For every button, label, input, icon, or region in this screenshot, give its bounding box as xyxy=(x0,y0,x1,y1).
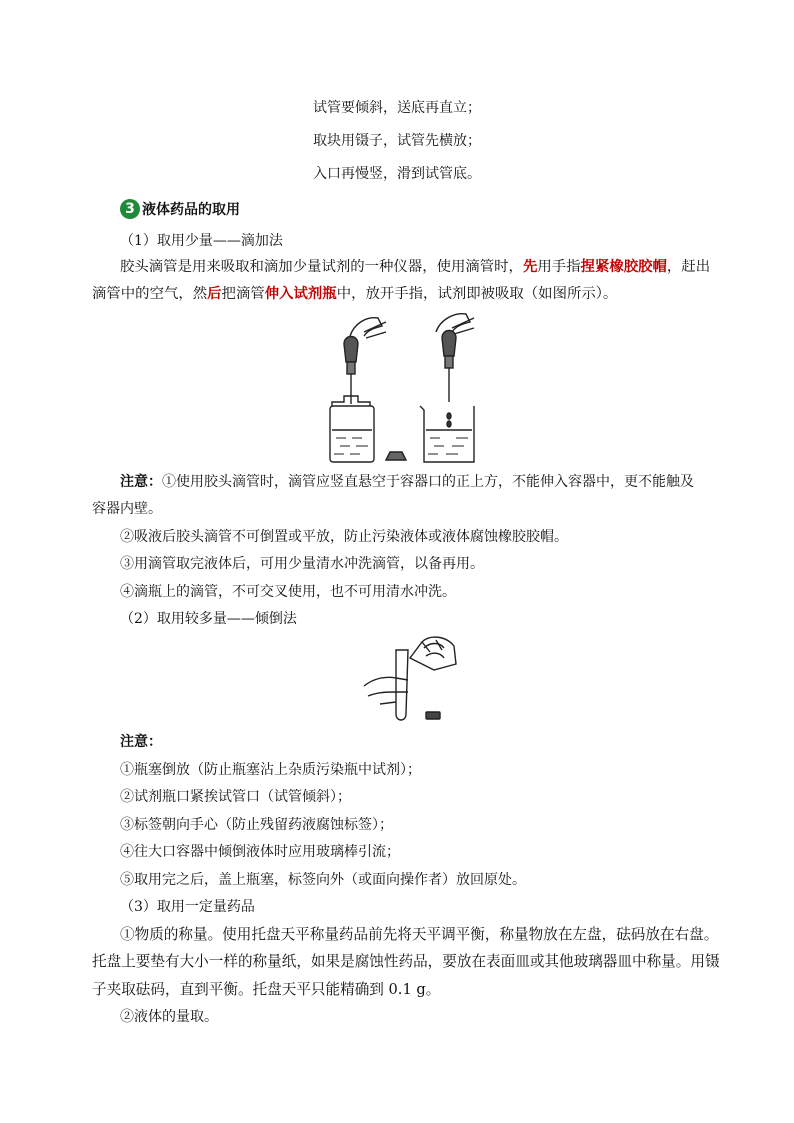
sub3-line2: 托盘上要垫有大小一样的称量纸，如果是腐蚀性药品，要放在表面皿或其他玻璃器皿中称量。用镊 xyxy=(92,953,720,970)
note1-item1-cont: 容器内壁。 xyxy=(92,501,162,517)
stopper-icon xyxy=(386,452,406,460)
section-number-badge: 3 xyxy=(120,199,140,219)
note1-item3: ③用滴管取完液体后，可用少量清水冲洗滴管，以备再用。 xyxy=(120,556,484,572)
text-run: 用手指 xyxy=(537,259,581,275)
dropper-bulb-left-icon xyxy=(344,337,358,363)
sub3-line3: 子夹取砝码，直到平衡。托盘天平只能精确到 0.1 g。 xyxy=(92,981,441,998)
text-run: 中，放开手指，试剂即被吸取（如图所示）。 xyxy=(336,286,618,302)
sub2-title: （2）取用较多量——倾倒法 xyxy=(120,611,297,627)
sub3-line4: ②液体的量取。 xyxy=(120,1009,218,1025)
highlight-insert-bottle: 伸入试剂瓶 xyxy=(264,285,337,302)
text-run: ，赶出 xyxy=(666,259,711,275)
sub3-line1: ①物质的称量。使用托盘天平称量药品前先将天平调平衡，称量物放在左盘，砝码放在右盘。 xyxy=(120,926,719,943)
note1-line1 xyxy=(120,472,694,492)
note2-item: ①瓶塞倒放（防止瓶塞沾上杂质污染瓶中试剂）； xyxy=(120,762,421,778)
highlight-squeeze-cap: 捏紧橡胶胶帽 xyxy=(580,258,667,275)
highlight-first: 先 xyxy=(522,258,538,275)
note2-item: ⑤取用完之后，盖上瓶塞，标签向外（或面向操作者）放回原处。 xyxy=(120,872,526,888)
hand-holding-tube-icon xyxy=(364,677,408,704)
mnemonic-line-2: 取块用镊子，试管先横放； xyxy=(313,133,481,149)
note2-item: ③标签朝向手心（防止残留药液腐蚀标签）； xyxy=(120,817,393,833)
hand-left-icon xyxy=(350,318,382,336)
note1-item1: ①使用胶头滴管时，滴管应竖直悬空于容器口的正上方，不能伸入容器中，更不能触及 xyxy=(162,474,694,490)
section-title: 液体药品的取用 xyxy=(142,202,240,218)
text-run: 把滴管 xyxy=(221,286,265,302)
note1-item2: ②吸液后胶头滴管不可倒置或平放，防止污染液体或液体腐蚀橡胶胶帽。 xyxy=(120,529,568,545)
dropper-illustration xyxy=(320,306,500,466)
mnemonic-line-1: 试管要倾斜，送底再直立； xyxy=(313,100,481,116)
mnemonic-line-3: 入口再慢竖，滑到试管底。 xyxy=(313,166,481,182)
highlight-then: 后 xyxy=(207,285,222,302)
sub3-title: （3）取用一定量药品 xyxy=(120,899,255,915)
sub1-paragraph-line2 xyxy=(92,284,617,304)
text-run: 胶头滴管是用来吸取和滴加少量试剂的一种仪器，使用滴管时， xyxy=(120,259,523,275)
note2-label: 注意： xyxy=(120,734,162,750)
section-heading xyxy=(120,199,240,219)
text-run: 滴管中的空气，然 xyxy=(92,286,208,302)
sub1-title: （1）取用少量——滴加法 xyxy=(120,233,283,249)
note1-item4: ④滴瓶上的滴管，不可交叉使用，也不可用清水冲洗。 xyxy=(120,584,456,600)
note1-label: 注意： xyxy=(120,474,162,490)
stopper-on-table-icon xyxy=(426,712,440,719)
liquid-lines xyxy=(334,438,368,454)
test-tube-icon xyxy=(396,650,408,720)
pouring-illustration xyxy=(360,630,470,726)
note2-item: ④往大口容器中倾倒液体时应用玻璃棒引流； xyxy=(120,844,400,860)
note2-item: ②试剂瓶口紧挨试管口（试管倾斜）； xyxy=(120,789,351,805)
dropper-bulb-right-icon xyxy=(442,331,456,357)
sub1-paragraph-line1 xyxy=(120,257,710,277)
